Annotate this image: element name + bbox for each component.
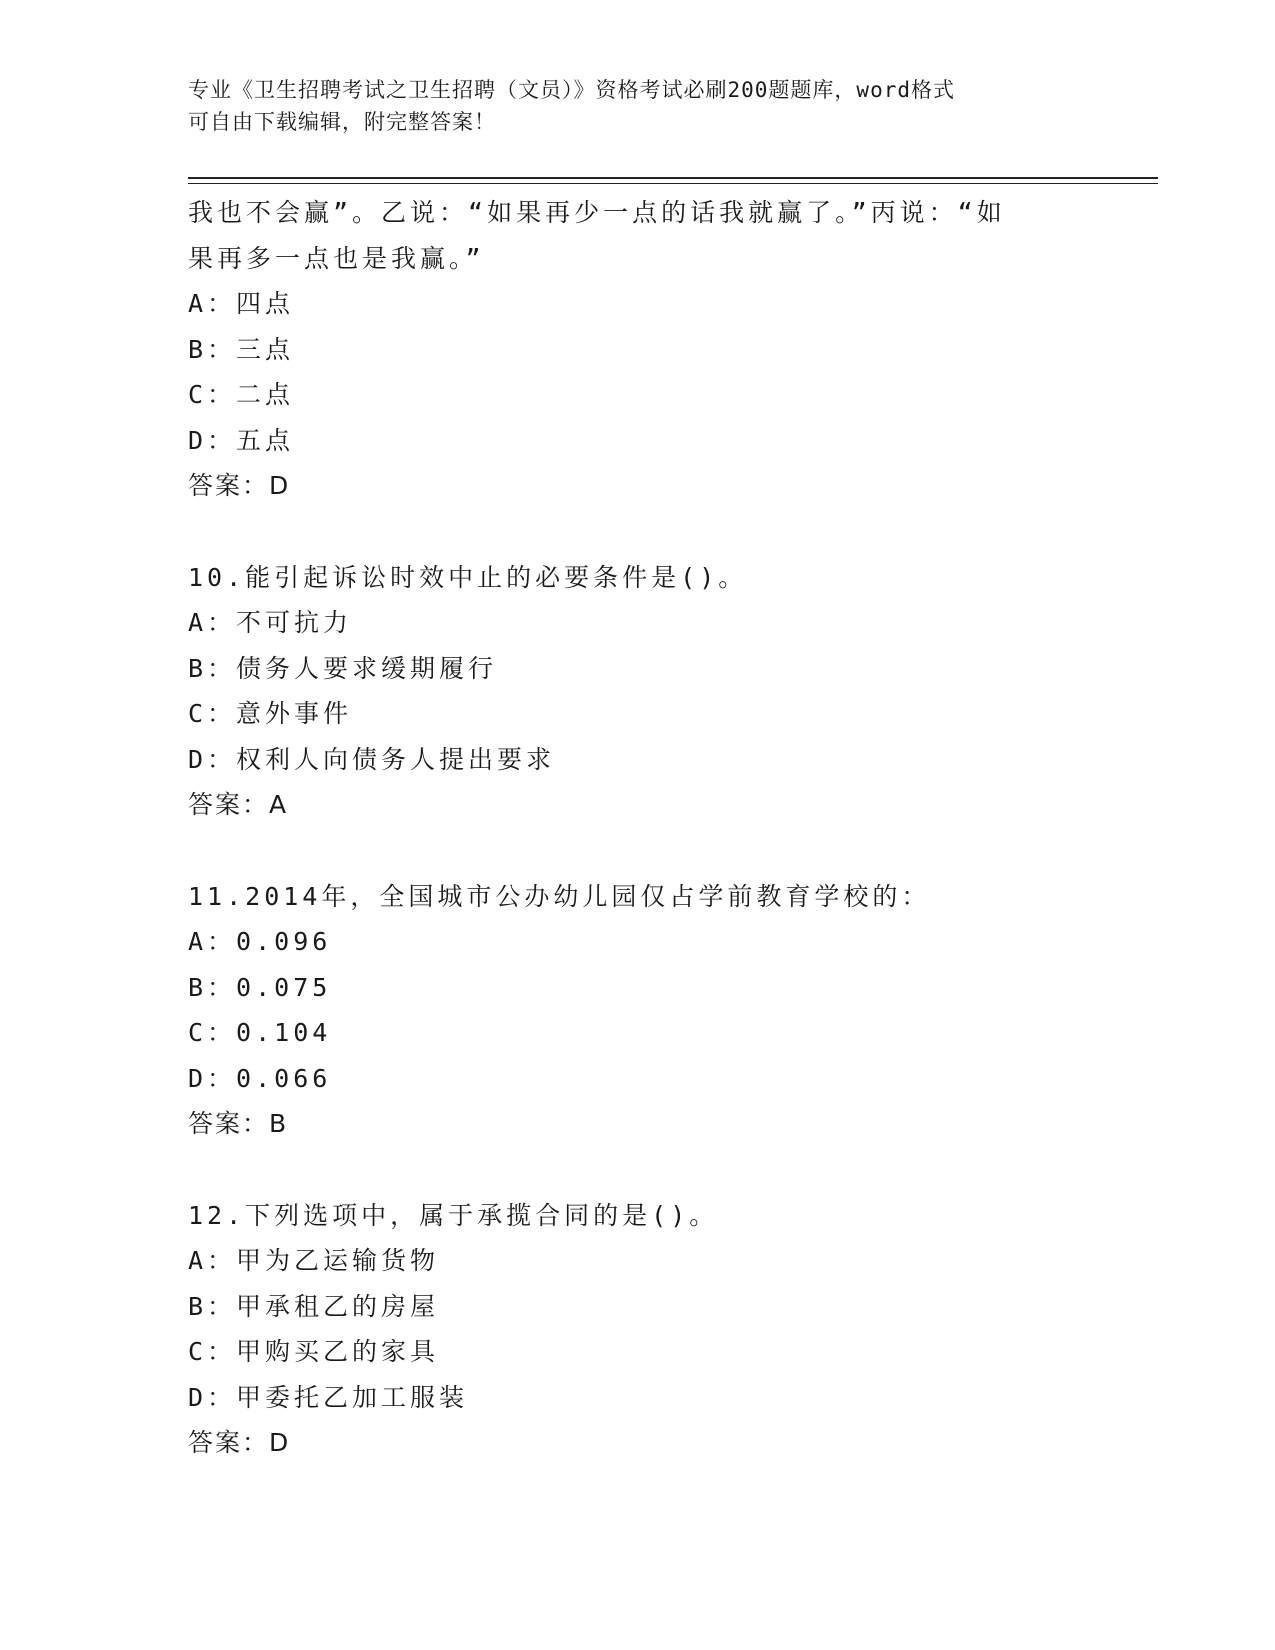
- header-divider-thick: [188, 177, 1158, 179]
- option-a: A：四点: [188, 289, 295, 318]
- question-title: 11.2014年，全国城市公办幼儿园仅占学前教育学校的：: [188, 881, 931, 911]
- option-d: D：权利人向债务人提出要求: [188, 744, 556, 774]
- answer-line: 答案：B: [188, 1109, 289, 1138]
- option-c: C：二点: [188, 380, 295, 409]
- option-a: A：0.096: [188, 927, 332, 956]
- question-text-line: 我也不会赢”。乙说：“如果再少一点的话我就赢了。”丙说：“如: [188, 198, 1006, 227]
- question-block: [188, 1193, 1088, 1466]
- header-divider-thin: [188, 183, 1158, 184]
- question-continuation: [188, 190, 1088, 509]
- option-b: B：债务人要求缓期履行: [188, 653, 498, 683]
- document-header: [188, 74, 1088, 138]
- option-a: A：甲为乙运输货物: [188, 1246, 440, 1275]
- option-c: C：0.104: [188, 1018, 332, 1047]
- question-block: [188, 874, 1088, 1147]
- answer-line: 答案：D: [188, 471, 291, 500]
- answer-line: 答案：D: [188, 1428, 291, 1457]
- question-block: [188, 555, 1088, 828]
- answer-line: 答案：A: [188, 790, 289, 819]
- option-d: D：五点: [188, 425, 295, 455]
- option-b: B：三点: [188, 334, 295, 364]
- option-d: D：0.066: [188, 1063, 332, 1093]
- header-line-2: 可自由下载编辑，附完整答案！: [188, 110, 496, 134]
- option-c: C：甲购买乙的家具: [188, 1337, 440, 1366]
- option-d: D：甲委托乙加工服装: [188, 1382, 469, 1412]
- question-text-line: 果再多一点也是我赢。”: [188, 243, 485, 273]
- header-line-1: 专业《卫生招聘考试之卫生招聘（文员）》资格考试必刷200题题库，word格式: [188, 78, 955, 102]
- option-b: B：甲承租乙的房屋: [188, 1291, 440, 1321]
- option-b: B：0.075: [188, 972, 332, 1002]
- option-a: A：不可抗力: [188, 608, 353, 637]
- question-title: 12.下列选项中，属于承揽合同的是()。: [188, 1200, 719, 1230]
- question-list: [188, 190, 1088, 1466]
- option-c: C：意外事件: [188, 699, 353, 728]
- question-title: 10.能引起诉讼时效中止的必要条件是()。: [188, 562, 748, 592]
